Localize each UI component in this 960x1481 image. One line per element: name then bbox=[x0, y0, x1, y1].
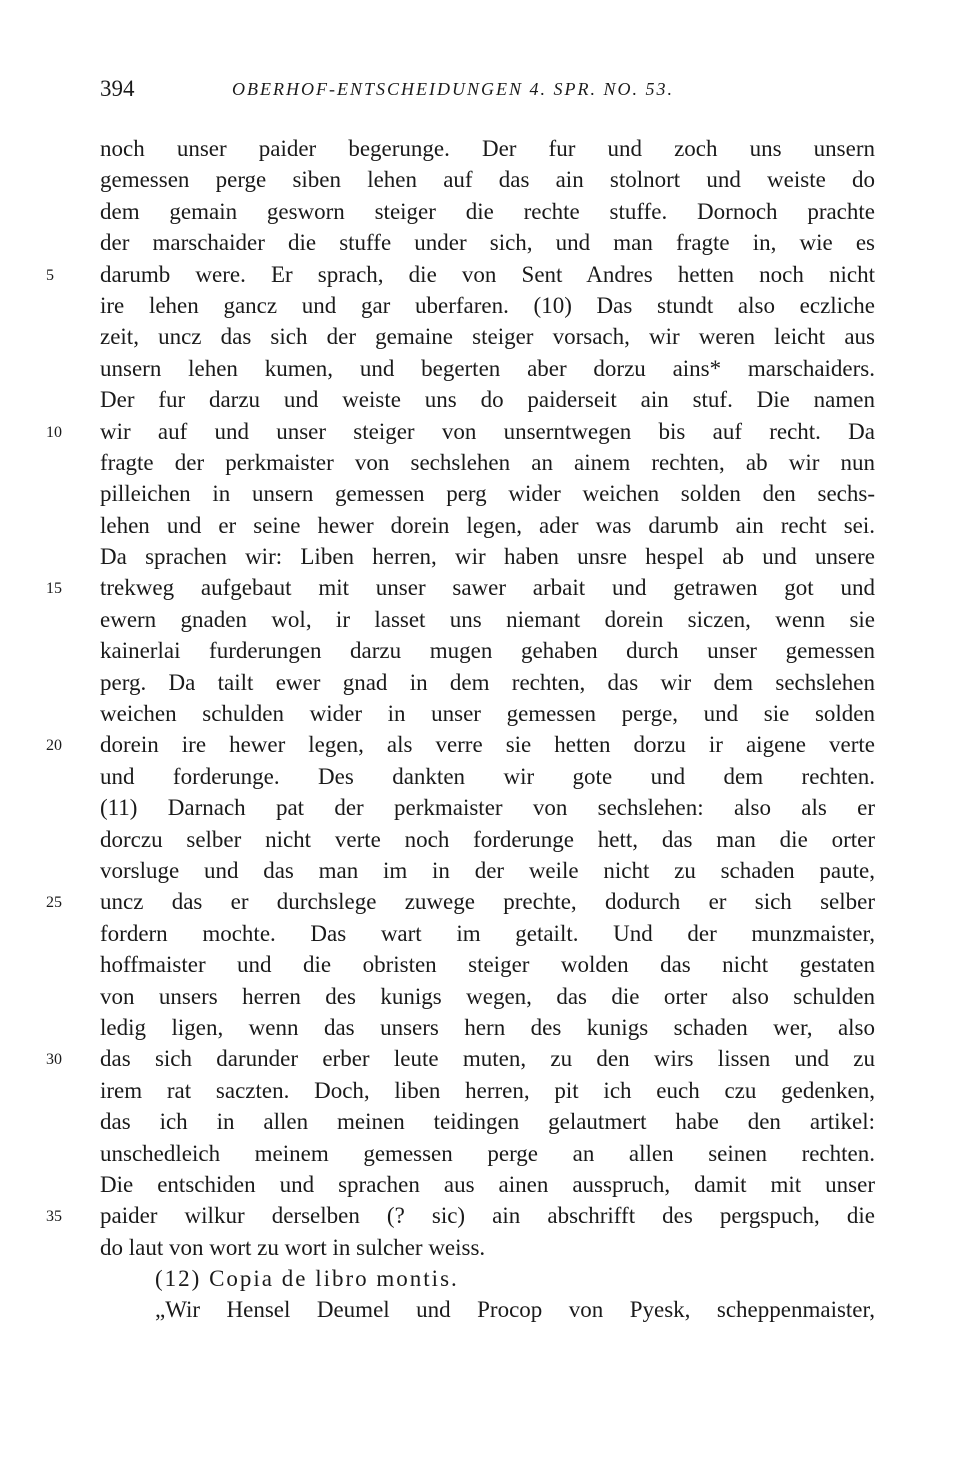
line-text: unschedleich meinem gemessen perge an allen seinen rechten. bbox=[100, 1140, 875, 1166]
page-number: 394 bbox=[100, 76, 135, 101]
line-number: 10 bbox=[46, 423, 62, 441]
line-text: hoffmaister und die obristen steiger wolden das nicht gestaten bbox=[100, 952, 875, 978]
line-text: das sich darunder erber leute muten, zu den wirs lissen und zu bbox=[100, 1046, 875, 1072]
line-text: Der fur darzu und weiste uns do paiderseit ain stuf. Die namen bbox=[100, 387, 875, 413]
text-line bbox=[100, 1106, 875, 1137]
line-text: fordern mochte. Das wart im getailt. Und der munzmaister, bbox=[100, 920, 875, 946]
text-line bbox=[100, 478, 875, 509]
section-heading: (12) Copia de libro montis. bbox=[155, 1266, 459, 1292]
page-header bbox=[100, 76, 880, 110]
line-text: noch unser paider begerunge. Der fur und zoch uns unsern bbox=[100, 136, 875, 161]
text-line bbox=[100, 1075, 875, 1106]
line-text: von unsers herren des kunigs wegen, das die orter also schulden bbox=[100, 983, 875, 1009]
line-text: Die entschiden und sprachen aus ainen ausspruch, damit mit unser bbox=[100, 1171, 875, 1197]
line-text: (11) Darnach pat der perkmaister von sechslehen: also als er bbox=[100, 795, 875, 821]
line-text: vorsluge und das man im in der weile nicht zu schaden paute, bbox=[100, 857, 875, 883]
text-line bbox=[100, 604, 875, 635]
text-line bbox=[100, 384, 875, 415]
line-text: pilleichen in unsern gemessen perg wider weichen solden den sechs- bbox=[100, 481, 875, 507]
text-line bbox=[46, 259, 875, 290]
line-text: gemessen perge siben lehen auf das ain stolnort und weiste do bbox=[100, 167, 875, 193]
quote-line: „Wir Hensel Deumel und Procop von Pyesk, scheppenmaister, bbox=[155, 1297, 875, 1323]
text-line bbox=[46, 1043, 875, 1074]
text-line bbox=[100, 321, 875, 352]
line-text: ire lehen gancz und gar uberfaren. (10) Das stundt also eczliche bbox=[100, 292, 875, 318]
text-line bbox=[100, 541, 875, 572]
line-text: dorein ire hewer legen, als verre sie hetten dorzu ir aigene verte bbox=[100, 732, 875, 758]
text-line bbox=[100, 635, 875, 666]
line-text: Da sprachen wir: Liben herren, wir haben unsre hespel ab und unsere bbox=[100, 544, 875, 570]
line-text: wir auf und unser steiger von unserntwegen bis auf recht. Da bbox=[100, 418, 875, 444]
text-line bbox=[46, 1200, 875, 1231]
text-line bbox=[100, 698, 875, 729]
text-line bbox=[100, 1169, 875, 1200]
line-text: dem gemain gesworn steiger die rechte stuffe. Dornoch prachte bbox=[100, 198, 875, 224]
text-line bbox=[100, 290, 875, 321]
line-text: zeit, uncz das sich der gemaine steiger vorsach, wir weren leicht aus bbox=[100, 324, 875, 350]
line-text: uncz das er durchslege zuwege prechte, dodurch er sich selber bbox=[100, 889, 875, 915]
line-text: perg. Da tailt ewer gnad in dem rechten, das wir dem sechslehen bbox=[100, 669, 875, 695]
body-text bbox=[46, 133, 875, 1326]
line-text: irem rat saczten. Doch, liben herren, pit ich euch czu gedenken, bbox=[100, 1077, 875, 1103]
line-text: das ich in allen meinen teidingen gelautmert habe den artikel: bbox=[100, 1109, 875, 1135]
text-line bbox=[100, 667, 875, 698]
text-line bbox=[100, 1012, 875, 1043]
line-text: lehen und er seine hewer dorein legen, ader was darumb ain recht sei. bbox=[100, 512, 875, 538]
line-number: 15 bbox=[46, 580, 62, 598]
text-line bbox=[100, 761, 875, 792]
line-number: 35 bbox=[46, 1208, 62, 1226]
line-text: do laut von wort zu wort in sulcher weiss. bbox=[100, 1234, 486, 1260]
line-number: 25 bbox=[46, 894, 62, 912]
line-number: 30 bbox=[46, 1051, 62, 1069]
line-text: dorczu selber nicht verte noch forderunge hett, das man die orter bbox=[100, 826, 875, 852]
text-line bbox=[100, 792, 875, 823]
text-line bbox=[100, 164, 875, 195]
text-line bbox=[100, 824, 875, 855]
text-line bbox=[100, 133, 875, 164]
line-text: der marschaider die stuffe under sich, und man fragte in, wie es bbox=[100, 230, 875, 256]
text-line bbox=[100, 510, 875, 541]
text-line bbox=[46, 572, 875, 603]
text-line bbox=[100, 196, 875, 227]
text-line bbox=[100, 1232, 875, 1263]
line-text: weichen schulden wider in unser gemessen perge, und sie solden bbox=[100, 701, 875, 727]
text-line bbox=[100, 1138, 875, 1169]
line-text: darumb were. Er sprach, die von Sent Andres hetten noch nicht bbox=[100, 261, 875, 287]
line-text: trekweg aufgebaut mit unser sawer arbait und getrawen got und bbox=[100, 575, 875, 601]
text-line bbox=[46, 416, 875, 447]
line-text: ledig ligen, wenn das unsers hern des kunigs schaden wer, also bbox=[100, 1014, 875, 1040]
text-line bbox=[46, 729, 875, 760]
text-line bbox=[100, 227, 875, 258]
text-line bbox=[100, 981, 875, 1012]
running-head: OBERHOF-ENTSCHEIDUNGEN 4. SPR. NO. 53. bbox=[232, 79, 674, 99]
line-text: fragte der perkmaister von sechslehen an ainem rechten, ab wir nun bbox=[100, 449, 875, 475]
text-line bbox=[100, 447, 875, 478]
line-text: unsern lehen kumen, und begerten aber dorzu ains* marschaiders. bbox=[100, 355, 875, 381]
line-number: 5 bbox=[46, 266, 54, 284]
line-text: paider wilkur derselben (? sic) ain abschrifft des pergspuch, die bbox=[100, 1203, 875, 1229]
text-line bbox=[100, 918, 875, 949]
line-text: und forderunge. Des dankten wir gote und dem rechten. bbox=[100, 763, 875, 789]
line-text: ewern gnaden wol, ir lasset uns niemant dorein siczen, wenn sie bbox=[100, 606, 875, 632]
line-number: 20 bbox=[46, 737, 62, 755]
text-line bbox=[100, 949, 875, 980]
text-line bbox=[46, 886, 875, 917]
text-line bbox=[100, 353, 875, 384]
line-text: kainerlai furderungen darzu mugen gehaben durch unser gemessen bbox=[100, 638, 875, 664]
text-line bbox=[100, 855, 875, 886]
